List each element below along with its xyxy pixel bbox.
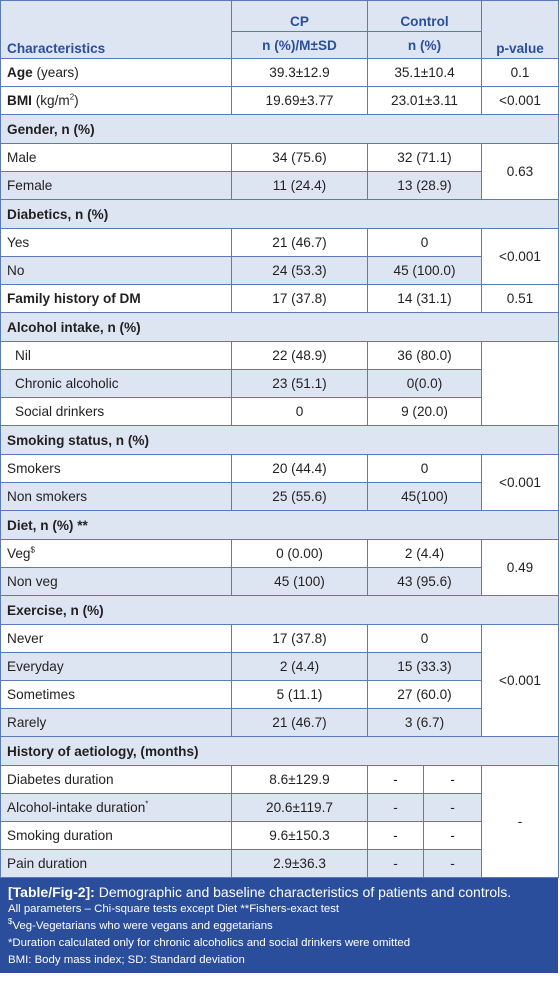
row-label: Smokers <box>1 455 232 483</box>
cell-cp: 5 (11.1) <box>232 681 368 709</box>
table-row <box>1 794 559 822</box>
cell-control: 14 (31.1) <box>368 285 482 313</box>
cell-pvalue: - <box>482 766 559 878</box>
header-control: Control <box>368 1 482 32</box>
cell-cp: 24 (53.3) <box>232 257 368 285</box>
table-row <box>1 172 559 200</box>
cell-cp: 9.6±150.3 <box>232 822 368 850</box>
cell-cp: 17 (37.8) <box>232 285 368 313</box>
cell-cp: 21 (46.7) <box>232 709 368 737</box>
cell-cp: 20 (44.4) <box>232 455 368 483</box>
cell-control-a: - <box>368 794 424 822</box>
table-row <box>1 850 559 878</box>
cell-control-b: - <box>424 822 482 850</box>
section-title: Diabetics, n (%) <box>1 200 559 229</box>
table-row <box>1 709 559 737</box>
cell-control: 43 (95.6) <box>368 568 482 596</box>
header-characteristics: Characteristics <box>1 1 232 59</box>
cell-control: 15 (33.3) <box>368 653 482 681</box>
row-label: No <box>1 257 232 285</box>
cell-pvalue: 0.49 <box>482 540 559 596</box>
cell-pvalue-empty <box>482 342 559 426</box>
caption-title: [Table/Fig-2]: Demographic and baseline characteristics of patients and controls. <box>8 884 512 900</box>
table-row <box>1 342 559 370</box>
cell-pvalue: <0.001 <box>482 625 559 737</box>
row-label: Rarely <box>1 709 232 737</box>
cell-control: 32 (71.1) <box>368 144 482 172</box>
table-row <box>1 59 559 87</box>
section-diabetics <box>1 200 559 229</box>
section-alcohol <box>1 313 559 342</box>
cell-cp: 21 (46.7) <box>232 229 368 257</box>
row-label: Diabetes duration <box>1 766 232 794</box>
row-label: Chronic alcoholic <box>1 370 232 398</box>
cell-cp: 20.6±119.7 <box>232 794 368 822</box>
table-row <box>1 229 559 257</box>
cell-pvalue: 0.1 <box>482 59 559 87</box>
cell-cp: 22 (48.9) <box>232 342 368 370</box>
section-exercise <box>1 596 559 625</box>
cell-control-b: - <box>424 794 482 822</box>
cell-pvalue: 0.51 <box>482 285 559 313</box>
figure-caption <box>0 878 558 973</box>
cell-cp: 19.69±3.77 <box>232 87 368 115</box>
section-title: Exercise, n (%) <box>1 596 559 625</box>
cell-cp: 34 (75.6) <box>232 144 368 172</box>
row-label: Alcohol-intake duration* <box>1 794 232 822</box>
cell-control: 3 (6.7) <box>368 709 482 737</box>
cell-control-b: - <box>424 766 482 794</box>
section-history <box>1 737 559 766</box>
caption-note-tests: All parameters – Chi-square tests except Diet **Fishers-exact test <box>8 903 340 915</box>
cell-cp: 39.3±12.9 <box>232 59 368 87</box>
table-row <box>1 568 559 596</box>
cell-control: 0 <box>368 229 482 257</box>
cell-control: 45(100) <box>368 483 482 511</box>
cell-control: 23.01±3.11 <box>368 87 482 115</box>
cell-cp: 11 (24.4) <box>232 172 368 200</box>
row-label: Pain duration <box>1 850 232 878</box>
row-label: Smoking duration <box>1 822 232 850</box>
table-row <box>1 455 559 483</box>
table-row <box>1 822 559 850</box>
section-gender <box>1 115 559 144</box>
table-row <box>1 681 559 709</box>
row-label: Veg$ <box>1 540 232 568</box>
row-label: Age (years) <box>1 59 232 87</box>
cell-control: 9 (20.0) <box>368 398 482 426</box>
cell-cp: 0 (0.00) <box>232 540 368 568</box>
row-label: Social drinkers <box>1 398 232 426</box>
cell-control: 0(0.0) <box>368 370 482 398</box>
section-smoking <box>1 426 559 455</box>
cell-control-a: - <box>368 766 424 794</box>
row-label: Never <box>1 625 232 653</box>
cell-cp: 2 (4.4) <box>232 653 368 681</box>
table-row <box>1 483 559 511</box>
cell-cp: 0 <box>232 398 368 426</box>
cell-pvalue: <0.001 <box>482 229 559 285</box>
cell-control-a: - <box>368 822 424 850</box>
section-diet <box>1 511 559 540</box>
row-label: Sometimes <box>1 681 232 709</box>
cell-control-b: - <box>424 850 482 878</box>
cell-pvalue: 0.63 <box>482 144 559 200</box>
cell-pvalue: <0.001 <box>482 455 559 511</box>
row-label: Non smokers <box>1 483 232 511</box>
row-label: Male <box>1 144 232 172</box>
cell-control: 0 <box>368 625 482 653</box>
cell-pvalue: <0.001 <box>482 87 559 115</box>
table-row <box>1 257 559 285</box>
table-row <box>1 285 559 313</box>
caption-note-abbrev: BMI: Body mass index; SD: Standard deviation <box>8 954 245 966</box>
cell-cp: 45 (100) <box>232 568 368 596</box>
cell-control: 13 (28.9) <box>368 172 482 200</box>
cell-control: 2 (4.4) <box>368 540 482 568</box>
table-row <box>1 540 559 568</box>
header-cp-sub: n (%)/M±SD <box>232 32 368 59</box>
section-title: Diet, n (%) ** <box>1 511 559 540</box>
caption-note-veg: $Veg-Vegetarians who were vegans and eggetarians <box>8 917 273 932</box>
row-label: Yes <box>1 229 232 257</box>
row-label: Family history of DM <box>1 285 232 313</box>
cell-control-a: - <box>368 850 424 878</box>
section-title: Alcohol intake, n (%) <box>1 313 559 342</box>
cell-cp: 23 (51.1) <box>232 370 368 398</box>
table-row <box>1 144 559 172</box>
table-row <box>1 398 559 426</box>
cell-cp: 8.6±129.9 <box>232 766 368 794</box>
cell-control: 45 (100.0) <box>368 257 482 285</box>
cell-control: 27 (60.0) <box>368 681 482 709</box>
cell-cp: 2.9±36.3 <box>232 850 368 878</box>
header-row <box>1 1 559 32</box>
section-title: History of aetiology, (months) <box>1 737 559 766</box>
table-row <box>1 625 559 653</box>
caption-note-duration: *Duration calculated only for chronic alcoholics and social drinkers were omitted <box>8 937 411 949</box>
row-label: BMI $(kg/m^2)$ <box>1 87 232 115</box>
cell-control: 35.1±10.4 <box>368 59 482 87</box>
row-label: Nil <box>1 342 232 370</box>
header-pvalue: p-value <box>482 1 559 59</box>
cell-control: 36 (80.0) <box>368 342 482 370</box>
table-row <box>1 653 559 681</box>
section-title: Smoking status, n (%) <box>1 426 559 455</box>
header-cp: CP <box>232 1 368 32</box>
cell-cp: 17 (37.8) <box>232 625 368 653</box>
header-control-sub: n (%) <box>368 32 482 59</box>
row-label: Everyday <box>1 653 232 681</box>
row-label: Female <box>1 172 232 200</box>
row-label: Non veg <box>1 568 232 596</box>
section-title: Gender, n (%) <box>1 115 559 144</box>
cell-cp: 25 (55.6) <box>232 483 368 511</box>
cell-control: 0 <box>368 455 482 483</box>
table-row <box>1 370 559 398</box>
table-row <box>1 766 559 794</box>
table-row <box>1 87 559 115</box>
